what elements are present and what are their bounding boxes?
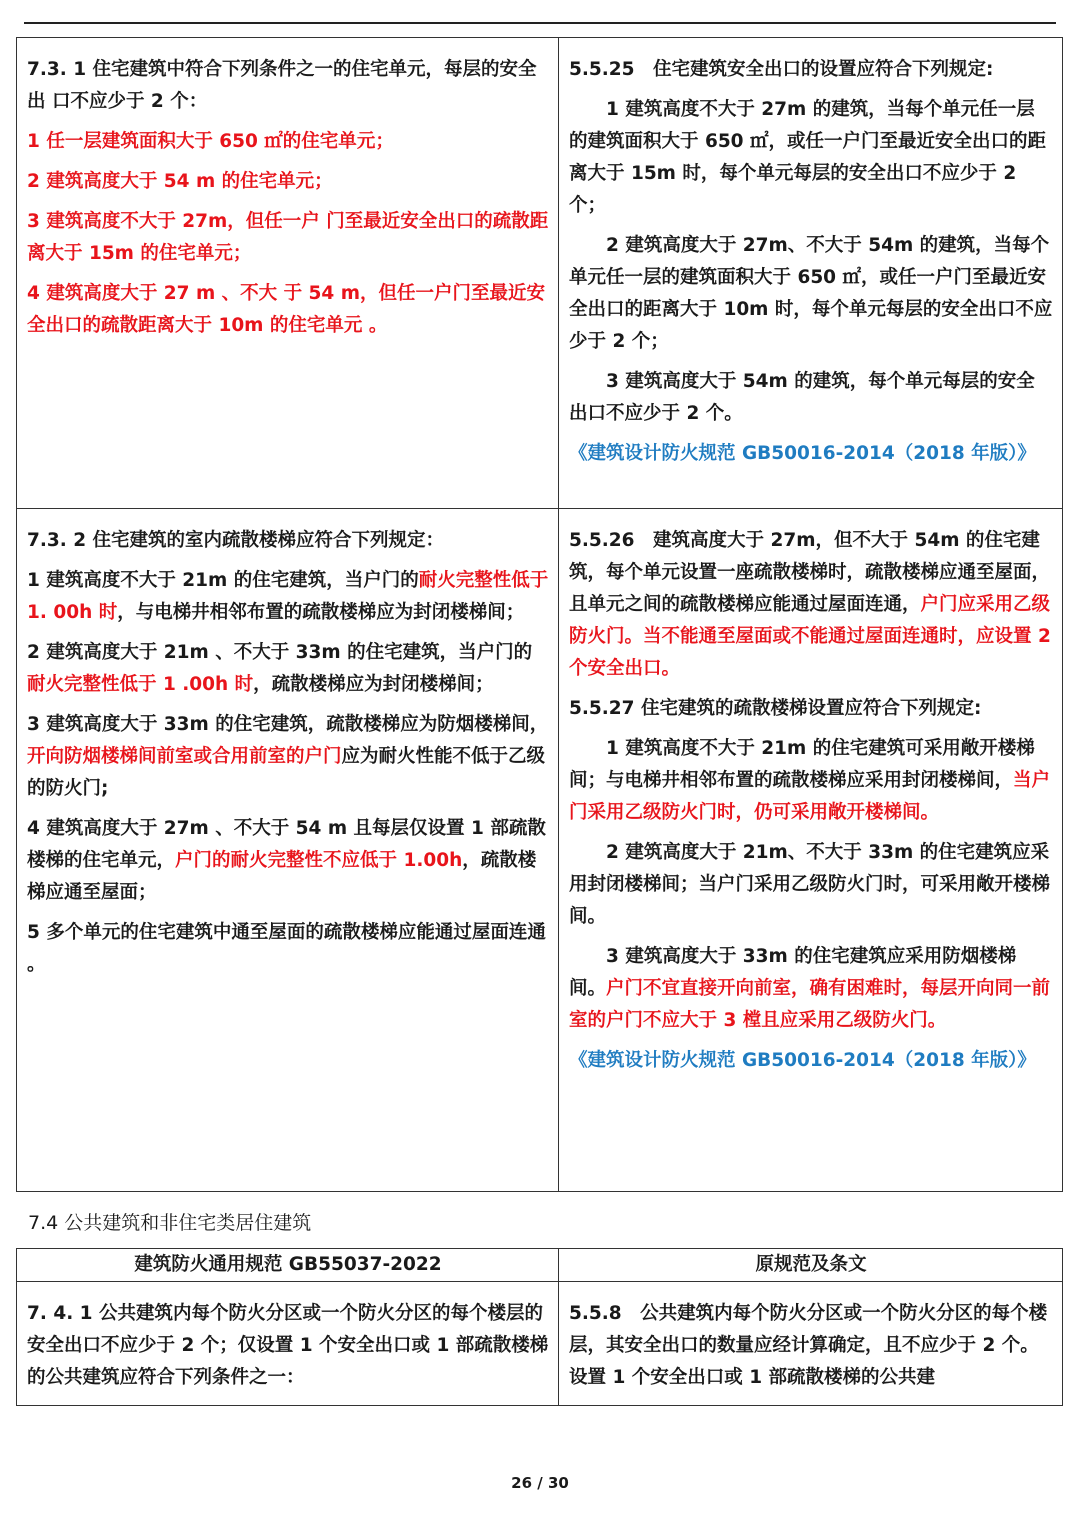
highlight: 户门的耐火完整性不应低于 1.00h: [175, 850, 463, 871]
highlight: 当户门采用乙级防火门时，仍可采用敞开楼梯间。: [569, 770, 1051, 823]
clause-item: 2 建筑高度大于 54 m 的住宅单元；: [27, 171, 333, 192]
old-code-cell: [559, 509, 1063, 1192]
text: 2 建筑高度大于 21m 、不大于 33m 的住宅建筑，当户门的: [27, 642, 533, 663]
page-number: 26 / 30: [511, 1474, 569, 1492]
highlight: 开向防烟楼梯间前室或合用前室的户门: [27, 746, 342, 767]
new-code-cell: [17, 1282, 559, 1406]
column-header: 原规范及条文: [559, 1249, 1063, 1282]
table-row: [17, 38, 1063, 509]
clause-item: 2 建筑高度大于 21m、不大于 33m 的住宅建筑应采用封闭楼梯间；当户门采用乙级防火门时，可采用敞开楼梯间。: [569, 842, 1051, 927]
clause-item: 3 建筑高度大于 54m 的建筑，每个单元每层的安全出口不应少于 2 个。: [569, 371, 1035, 424]
clause-item: 2 建筑高度大于 27m、不大于 54m 的建筑，当每个单元任一层的建筑面积大于 650 ㎡，或任一户门至最近安全出口的距离大于 10m 时，每个单元每层的安全出口不应少于 2 个；: [569, 235, 1053, 352]
clause-title: 7. 4. 1 公共建筑内每个防火分区或一个防火分区的每个楼层的安全出口不应少于 2 个；仅设置 1 个安全出口或 1 部疏散楼梯的公共建筑应符合下列条件之一：: [27, 1303, 549, 1388]
new-code-cell: [17, 509, 559, 1192]
clause-item: [27, 637, 549, 701]
clause-item: [27, 565, 549, 629]
highlight: 耐火完整性低于 1 .00h 时: [27, 674, 254, 695]
old-code-cell: [559, 38, 1063, 509]
clause-item: 4 建筑高度大于 27 m 、不大 于 54 m，但任一户门至最近安全出口的疏散距离大于 10m 的住宅单元 。: [27, 283, 546, 336]
new-code-cell: [17, 38, 559, 509]
old-code-cell: [559, 1282, 1063, 1406]
text: 3 建筑高度大于 33m 的住宅建筑应采用防烟楼梯间。: [569, 946, 1017, 999]
clause-item: [569, 733, 1053, 829]
reference-citation: 《建筑设计防火规范 GB50016-2014（2018 年版）》: [569, 1050, 1036, 1071]
comparison-table-public: [16, 1248, 1063, 1406]
text: 应为耐火性能不低于乙级的防火门;: [27, 746, 546, 799]
table-row: [17, 509, 1063, 1192]
clause-item: [569, 941, 1053, 1037]
clause-item: 1 任一层建筑面积大于 650 ㎡的住宅单元；: [27, 131, 394, 152]
text: 1 建筑高度不大于 21m 的住宅建筑可采用敞开楼梯间；与电梯井相邻布置的疏散楼梯应采用封闭楼梯间，: [569, 738, 1035, 791]
text: ，疏散楼梯应通至屋面；: [27, 850, 537, 903]
top-rule: [24, 22, 1056, 24]
highlight: 户门不宜直接开向前室，确有困难时，每层开向同一前室的户门不应大于 3 樘且应采用乙级防火门。: [569, 978, 1051, 1031]
highlight: 耐火完整性低于 1. 00h 时: [27, 570, 549, 623]
table-row: [17, 1282, 1063, 1406]
clause-item: 1 建筑高度不大于 27m 的建筑，当每个单元任一层的建筑面积大于 650 ㎡，或任一户门至最近安全出口的距离大于 15m 时，每个单元每层的安全出口不应少于 2 个；: [569, 99, 1047, 216]
clause-title: 7.3. 2 住宅建筑的室内疏散楼梯应符合下列规定：: [27, 530, 445, 551]
highlight: 户门应采用乙级防火门。当不能通至屋面或不能通过屋面连通时，应设置 2 个安全出口。: [569, 594, 1051, 679]
clause-title: 5.5.25 住宅建筑安全出口的设置应符合下列规定:: [569, 59, 994, 80]
text: 4 建筑高度大于 27m 、不大于 54 m 且每层仅设置 1 部疏散楼梯的住宅单元，: [27, 818, 546, 871]
clause-item: 3 建筑高度不大于 27m，但任一户 门至最近安全出口的疏散距离大于 15m 的住宅单元；: [27, 211, 549, 264]
reference-citation: 《建筑设计防火规范 GB50016-2014（2018 年版）》: [569, 443, 1036, 464]
clause-item: [27, 813, 549, 909]
clause-item: [27, 709, 549, 805]
clause-paragraph: [569, 525, 1053, 685]
text: ，与电梯井相邻布置的疏散楼梯应为封闭楼梯间；: [117, 602, 525, 623]
comparison-table-residential: [16, 37, 1063, 1192]
text: 3 建筑高度大于 33m 的住宅建筑，疏散楼梯应为防烟楼梯间，: [27, 714, 549, 735]
text: 1 建筑高度不大于 21m 的住宅建筑，当户门的: [27, 570, 419, 591]
clause-title: 5.5.27 住宅建筑的疏散楼梯设置应符合下列规定:: [569, 698, 982, 719]
section-heading: 7.4 公共建筑和非住宅类居住建筑: [28, 1212, 312, 1234]
table-header-row: [17, 1249, 1063, 1282]
column-header: 建筑防火通用规范 GB55037-2022: [17, 1249, 559, 1282]
clause-title: 7.3. 1 住宅建筑中符合下列条件之一的住宅单元，每层的安全出 口不应少于 2 个：: [27, 59, 537, 112]
text: 5.5.26 建筑高度大于 27m，但不大于 54m 的住宅建筑，每个单元设置一座疏散楼梯时，疏散楼梯应通至屋面，且单元之间的疏散楼梯应能通过屋面连通，: [569, 530, 1051, 615]
text: ，疏散楼梯应为封闭楼梯间；: [253, 674, 494, 695]
clause-title: 5.5.8 公共建筑内每个防火分区或一个防火分区的每个楼层，其安全出口的数量应经计算确定，且不应少于 2 个。设置 1 个安全出口或 1 部疏散楼梯的公共建: [569, 1303, 1048, 1388]
clause-item: 5 多个单元的住宅建筑中通至屋面的疏散楼梯应能通过屋面连通 。: [27, 922, 546, 975]
